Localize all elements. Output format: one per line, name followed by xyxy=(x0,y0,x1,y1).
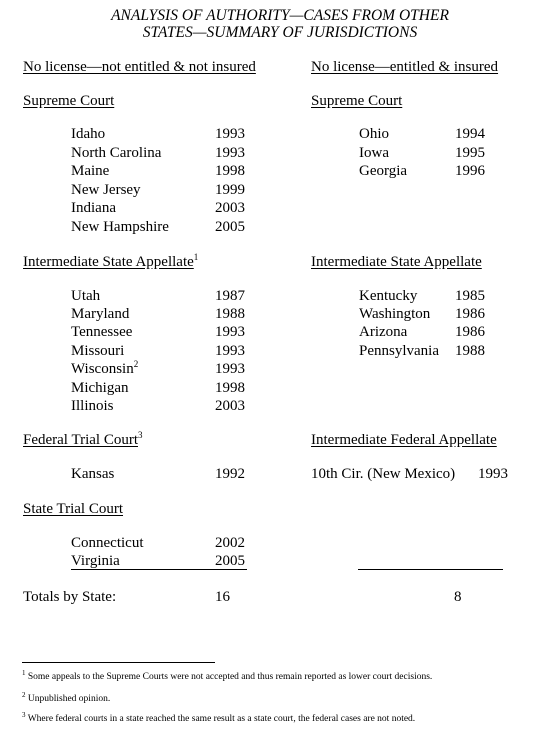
footnote-2: $^2$ Unpublished opinion. xyxy=(22,690,111,704)
left-supreme-state: Indiana xyxy=(71,200,116,216)
right-intermediate-year: 1986 xyxy=(455,324,485,340)
right-column-heading: No license—entitled & insured xyxy=(311,59,499,75)
right-intermediate-state: Washington xyxy=(359,306,431,322)
left-supreme-year: 2003 xyxy=(215,200,245,216)
left-intermediate-state: Tennessee xyxy=(71,324,133,340)
left-supreme-state: New Hampshire xyxy=(71,219,169,235)
right-intermediate-year: 1988 xyxy=(455,343,485,359)
left-supreme-state: New Jersey xyxy=(71,182,141,198)
left-intermediate-state: Maryland xyxy=(71,306,130,322)
state-trial-year: 2005 xyxy=(215,553,245,569)
right-supreme-court-heading: Supreme Court xyxy=(311,93,403,109)
left-intermediate-year: 1988 xyxy=(215,306,245,322)
footnote-ref-1: 1 xyxy=(193,252,199,262)
federal-trial-year: 1992 xyxy=(215,466,245,482)
left-supreme-state: Idaho xyxy=(71,126,106,142)
footnote-separator xyxy=(22,662,215,663)
footnote-ref-3: 3 xyxy=(138,430,143,440)
right-total-rule xyxy=(358,569,503,570)
right-supreme-state: Iowa xyxy=(359,145,389,161)
left-intermediate-year: 1993 xyxy=(215,324,245,340)
left-supreme-year: 2005 xyxy=(215,219,245,235)
right-supreme-year: 1995 xyxy=(455,145,485,161)
right-total-value: 8 xyxy=(454,589,462,605)
footnote-ref-2: 2 xyxy=(133,359,139,369)
totals-label: Totals by State: xyxy=(23,589,117,605)
left-supreme-state: North Carolina xyxy=(71,145,162,161)
left-intermediate-year: 1993 xyxy=(215,343,245,359)
left-intermediate-year: 1987 xyxy=(215,288,245,304)
right-intermediate-year: 1985 xyxy=(455,288,485,304)
federal-trial-state: Kansas xyxy=(71,466,115,482)
left-supreme-year: 1993 xyxy=(215,126,245,142)
state-trial-year: 2002 xyxy=(215,535,245,551)
left-intermediate-state: Illinois xyxy=(71,398,114,414)
left-supreme-court-heading: Supreme Court xyxy=(23,93,115,109)
left-total-value: 16 xyxy=(215,589,230,605)
left-supreme-year: 1999 xyxy=(215,182,245,198)
footnote-1: $^1$ Some appeals to the Supreme Courts were not accepted and thus remain reported as lower court decisions. xyxy=(22,668,433,682)
right-supreme-state: Ohio xyxy=(359,126,389,142)
state-trial-court-heading: State Trial Court xyxy=(23,501,124,517)
state-trial-state: Virginia xyxy=(71,553,120,569)
left-intermediate-state: Missouri xyxy=(71,343,125,359)
left-intermediate-year: 1998 xyxy=(215,380,245,396)
state-trial-state: Connecticut xyxy=(71,535,144,551)
left-intermediate-state: Utah xyxy=(71,288,101,304)
right-supreme-year: 1996 xyxy=(455,163,485,179)
document-title-line-1: ANALYSIS OF AUTHORITY—CASES FROM OTHER xyxy=(111,7,449,24)
left-intermediate-state: Michigan xyxy=(71,380,129,396)
right-intermediate-state: Arizona xyxy=(359,324,408,340)
footnote-3: $^3$ Where federal courts in a state reached the same result as a state court, the federal cases are not noted. xyxy=(22,710,416,724)
right-intermediate-state: Kentucky xyxy=(359,288,418,304)
left-supreme-state: Maine xyxy=(71,163,110,179)
left-intermediate-year: 2003 xyxy=(215,398,245,414)
federal-appellate-year: 1993 xyxy=(478,466,508,482)
left-column-heading: No license—not entitled & not insured xyxy=(23,59,256,75)
left-total-rule xyxy=(71,569,247,570)
left-intermediate-state: Wisconsin$^2$ xyxy=(71,359,139,377)
right-supreme-state: Georgia xyxy=(359,163,408,179)
intermediate-federal-appellate-heading: Intermediate Federal Appellate xyxy=(311,432,497,448)
federal-trial-court-heading: Federal Trial Court$^3$ xyxy=(23,430,143,448)
federal-appellate-circuit: 10th Cir. (New Mexico) xyxy=(311,466,456,482)
right-intermediate-state-appellate-heading: Intermediate State Appellate xyxy=(311,254,482,270)
document-title-line-2: STATES—SUMMARY OF JURISDICTIONS xyxy=(142,24,418,41)
left-supreme-year: 1993 xyxy=(215,145,245,161)
left-intermediate-state-appellate-heading: Intermediate State Appellate$^1$ xyxy=(23,252,199,270)
right-supreme-year: 1994 xyxy=(455,126,485,142)
right-intermediate-year: 1986 xyxy=(455,306,485,322)
right-intermediate-state: Pennsylvania xyxy=(359,343,439,359)
left-intermediate-year: 1993 xyxy=(215,361,245,377)
left-supreme-year: 1998 xyxy=(215,163,245,179)
